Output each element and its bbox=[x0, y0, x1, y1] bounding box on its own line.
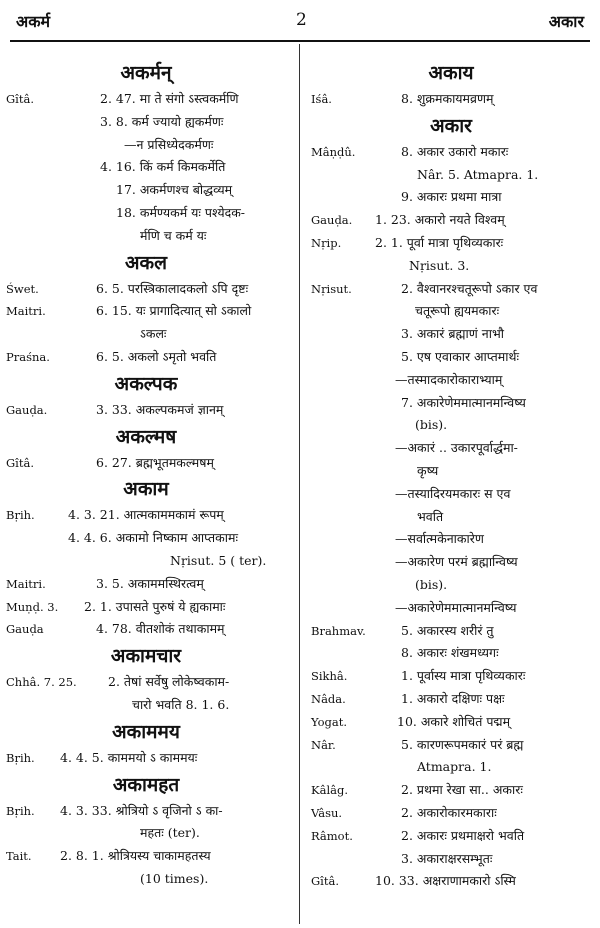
reference-text: —अकारं .. उकारपूर्वार्द्धमा- bbox=[395, 440, 518, 456]
reference-line bbox=[305, 779, 597, 802]
reference-text: 3. 8. कर्म ज्यायो ह्यकर्मणः bbox=[100, 113, 224, 129]
reference-text: कृष्य bbox=[417, 462, 439, 478]
source-abbrev: Śwet. bbox=[6, 281, 39, 296]
reference-text: 5. एष एवाकार आप्तमार्थः bbox=[401, 348, 520, 364]
reference-line bbox=[305, 825, 597, 848]
entry-headword: अकामहत bbox=[112, 773, 180, 796]
reference-text: —अकारेण परमं ब्रह्मान्विष्य bbox=[395, 554, 518, 570]
reference-line bbox=[0, 747, 292, 770]
reference-text: 3. अकाराक्षरसम्भूतः bbox=[401, 850, 493, 866]
reference-line bbox=[0, 134, 292, 157]
column-divider bbox=[299, 44, 300, 924]
reference-line bbox=[305, 506, 597, 529]
reference-line bbox=[0, 573, 292, 596]
reference-line bbox=[305, 688, 597, 711]
reference-text: 2. अकारोकारमकाराः bbox=[401, 804, 497, 820]
reference-line bbox=[0, 550, 292, 573]
reference-line bbox=[305, 437, 597, 460]
reference-line bbox=[305, 141, 597, 164]
source-abbrev: Tait. bbox=[6, 849, 32, 864]
reference-text: 17. अकर्मणश्च बोद्धव्यम् bbox=[116, 182, 233, 198]
reference-line bbox=[0, 202, 292, 225]
header-right-word: अकार bbox=[548, 12, 584, 31]
source-abbrev: Bṛih. bbox=[6, 750, 35, 765]
reference-line bbox=[0, 671, 292, 694]
reference-text: 18. कर्मण्यकर्म यः पश्येदक- bbox=[116, 204, 246, 220]
reference-text: (10 times). bbox=[140, 870, 209, 886]
reference-line bbox=[305, 620, 597, 643]
source-abbrev: Chhâ. 7. 25. bbox=[6, 675, 77, 690]
reference-text: 4. 16. किं कर्म किमकर्मेति bbox=[100, 159, 226, 175]
reference-text: ऽकलः bbox=[140, 326, 167, 342]
entry-headword: अकाय bbox=[428, 62, 474, 84]
reference-text: 3. 5. अकाममस्थिरत्वम् bbox=[96, 575, 204, 591]
source-abbrev: Nṛisut. bbox=[311, 281, 352, 296]
reference-line bbox=[305, 551, 597, 574]
entry-headword: अकार bbox=[430, 114, 472, 137]
reference-text: —तस्यादिरयमकारः स एव bbox=[395, 485, 511, 501]
source-abbrev: Gauḍa bbox=[6, 622, 44, 637]
reference-text: 2. तेषां सर्वेषु लोकेष्वकाम- bbox=[108, 674, 230, 690]
reference-text: 2. 1. उपासते पुरुषं ये ह्यकामाः bbox=[84, 598, 226, 614]
reference-text: 10. अकारे शोचितं पद्मम् bbox=[397, 713, 511, 729]
reference-text: Nṛisut. 3. bbox=[409, 257, 470, 273]
reference-text: 6. 27. ब्रह्मभूतमकल्मषम् bbox=[96, 454, 214, 470]
reference-text: 6. 15. यः प्रागादित्यात् सो ऽकालो bbox=[96, 303, 252, 319]
reference-line bbox=[305, 734, 597, 757]
source-abbrev: Mâṇḍû. bbox=[311, 144, 356, 159]
source-abbrev: Praśna. bbox=[6, 349, 50, 364]
source-abbrev: Maitri. bbox=[6, 304, 46, 319]
reference-line bbox=[0, 527, 292, 550]
source-abbrev: Yogat. bbox=[311, 714, 348, 729]
source-abbrev: Gauḍa. bbox=[311, 213, 353, 228]
reference-line bbox=[305, 870, 597, 893]
reference-line bbox=[305, 300, 597, 323]
entry-headword: अकल्पक bbox=[114, 372, 178, 395]
reference-line bbox=[305, 483, 597, 506]
reference-line bbox=[0, 300, 292, 323]
reference-text: 8. शुक्रमकायमव्रणम् bbox=[401, 91, 494, 106]
source-abbrev: Brahmav. bbox=[311, 623, 366, 638]
reference-line bbox=[305, 323, 597, 346]
reference-text: 3. 33. अकल्पकमजं ज्ञानम् bbox=[96, 401, 224, 417]
reference-text: —सर्वात्मकेनाकारेण bbox=[395, 531, 484, 547]
reference-line bbox=[0, 225, 292, 248]
source-abbrev: Sikhâ. bbox=[311, 669, 348, 684]
entry-headword: अकर्मन् bbox=[120, 62, 172, 84]
reference-line bbox=[305, 711, 597, 734]
reference-line bbox=[0, 278, 292, 301]
reference-line bbox=[305, 278, 597, 301]
entry-headword: अकल bbox=[125, 251, 167, 274]
page-number: 2 bbox=[296, 10, 307, 30]
reference-text: महतः (ter). bbox=[140, 825, 200, 841]
reference-line bbox=[0, 694, 292, 717]
reference-line bbox=[0, 323, 292, 346]
reference-text: Nṛisut. 5 ( ter). bbox=[170, 552, 267, 568]
reference-line bbox=[305, 460, 597, 483]
reference-text: चारो भवति 8. 1. 6. bbox=[132, 696, 230, 712]
reference-line bbox=[305, 369, 597, 392]
reference-text: 4. 3. 21. आत्मकाममकामं रूपम् bbox=[68, 507, 224, 523]
reference-text: Atmapra. 1. bbox=[417, 759, 492, 775]
source-abbrev: Gîtâ. bbox=[311, 874, 339, 889]
reference-line bbox=[0, 399, 292, 422]
source-abbrev: Nâda. bbox=[311, 691, 346, 706]
reference-line bbox=[305, 164, 597, 187]
reference-text: —अकारेणेममात्मानमन्विष्य bbox=[395, 599, 517, 615]
reference-line bbox=[305, 392, 597, 415]
reference-text: 2. 47. मा ते संगो ऽस्त्वकर्मणि bbox=[100, 91, 239, 106]
reference-text: 3. अकारं ब्रह्माणं नाभौ bbox=[401, 326, 504, 342]
reference-text: 1. पूर्वास्य मात्रा पृथिव्यकारः bbox=[401, 668, 526, 684]
reference-line bbox=[0, 845, 292, 868]
reference-text: 2. प्रथमा रेखा सा.. अकारः bbox=[401, 782, 523, 798]
reference-text: 10. 33. अक्षराणामकारो ऽस्मि bbox=[375, 873, 516, 889]
reference-text: र्मणि च कर्म यः bbox=[140, 227, 207, 243]
entry-headword: अकामचार bbox=[110, 645, 182, 668]
source-abbrev: Gîtâ. bbox=[6, 92, 34, 106]
page-header bbox=[0, 0, 600, 40]
reference-line bbox=[0, 156, 292, 179]
right-column bbox=[305, 58, 597, 893]
reference-line bbox=[0, 822, 292, 845]
reference-line bbox=[0, 868, 292, 891]
reference-text: (bis). bbox=[415, 576, 448, 592]
reference-text: 2. अकारः प्रथमाक्षरो भवति bbox=[401, 827, 525, 843]
reference-line bbox=[305, 255, 597, 278]
reference-line bbox=[0, 618, 292, 641]
reference-text: 4. 3. 33. श्रोत्रियो ऽ वृजिनो ऽ का- bbox=[60, 802, 223, 818]
reference-text: 4. 4. 5. काममयो ऽ काममयः bbox=[60, 749, 198, 765]
source-abbrev: Bṛih. bbox=[6, 803, 35, 818]
reference-line bbox=[0, 88, 292, 111]
source-abbrev: Muṇḍ. 3. bbox=[6, 599, 59, 614]
reference-text: 5. कारणरूपमकारं परं ब्रह्म bbox=[401, 736, 524, 752]
reference-line bbox=[305, 186, 597, 209]
reference-line bbox=[305, 665, 597, 688]
reference-line bbox=[305, 574, 597, 597]
header-left-word: अकर्म bbox=[16, 12, 51, 31]
reference-text: 6. 5. अकलो ऽमृतो भवति bbox=[96, 348, 217, 364]
reference-line bbox=[0, 800, 292, 823]
entry-headword: अकाम bbox=[123, 478, 169, 501]
reference-line bbox=[0, 504, 292, 527]
reference-text: 9. अकारः प्रथमा मात्रा bbox=[401, 189, 502, 205]
reference-text: चतूरूपो ह्ययमकारः bbox=[415, 303, 500, 319]
reference-text: (bis). bbox=[415, 417, 448, 433]
entry-headword: अकल्मष bbox=[115, 425, 177, 448]
reference-text: 7. अकारेणेममात्मानमन्विष्य bbox=[401, 394, 526, 410]
source-abbrev: Nṛip. bbox=[311, 235, 342, 250]
reference-text: —तस्मादकारोकाराभ्याम् bbox=[395, 371, 503, 387]
reference-text: 5. अकारस्य शरीरं तु bbox=[401, 622, 494, 638]
source-abbrev: Gîtâ. bbox=[6, 455, 34, 470]
header-rule bbox=[10, 40, 590, 42]
reference-line bbox=[305, 232, 597, 255]
reference-text: 4. 78. वीतशोकं तथाकामम् bbox=[96, 621, 225, 637]
reference-text: 2. 1. पूर्वा मात्रा पृथिव्यकारः bbox=[375, 234, 504, 250]
reference-line bbox=[305, 802, 597, 825]
reference-line bbox=[305, 528, 597, 551]
source-abbrev: Kâlâg. bbox=[311, 783, 348, 798]
reference-line bbox=[305, 88, 597, 111]
reference-line bbox=[0, 179, 292, 202]
reference-line bbox=[305, 346, 597, 369]
source-abbrev: Nâr. bbox=[311, 737, 336, 752]
reference-text: 6. 5. परस्त्रिकालादकलो ऽपि दृष्टः bbox=[96, 280, 249, 296]
entry-headword: अकाममय bbox=[112, 720, 180, 743]
reference-text: 1. 23. अकारो नयते विश्वम् bbox=[375, 212, 505, 228]
reference-line bbox=[305, 414, 597, 437]
source-abbrev: Râmot. bbox=[311, 828, 353, 843]
reference-line bbox=[305, 848, 597, 871]
source-abbrev: Vâsu. bbox=[311, 805, 343, 820]
reference-line bbox=[305, 209, 597, 232]
source-abbrev: Iśâ. bbox=[311, 92, 332, 106]
reference-text: Nâr. 5. Atmapra. 1. bbox=[417, 166, 539, 182]
reference-text: 1. अकारो दक्षिणः पक्षः bbox=[401, 690, 505, 706]
reference-text: —न प्रसिध्येदकर्मणः bbox=[124, 136, 214, 152]
reference-text: 8. अकार उकारो मकारः bbox=[401, 143, 509, 159]
reference-text: 8. अकारः शंखमध्यगः bbox=[401, 645, 499, 661]
reference-line bbox=[305, 597, 597, 620]
reference-text: 2. 8. 1. श्रोत्रियस्य चाकामहतस्य bbox=[60, 848, 211, 864]
reference-text: 4. 4. 6. अकामो निष्काम आप्तकामः bbox=[68, 530, 238, 546]
source-abbrev: Gauḍa. bbox=[6, 402, 48, 417]
reference-line bbox=[0, 111, 292, 134]
reference-line bbox=[305, 756, 597, 779]
reference-line bbox=[305, 642, 597, 665]
reference-line bbox=[0, 452, 292, 475]
left-column bbox=[0, 58, 292, 891]
reference-text: 2. वैश्वानरश्चतूरूपो ऽकार एव bbox=[401, 280, 538, 296]
reference-line bbox=[0, 596, 292, 619]
source-abbrev: Maitri. bbox=[6, 576, 46, 591]
reference-line bbox=[0, 346, 292, 369]
reference-text: भवति bbox=[417, 508, 444, 524]
source-abbrev: Bṛih. bbox=[6, 508, 35, 523]
